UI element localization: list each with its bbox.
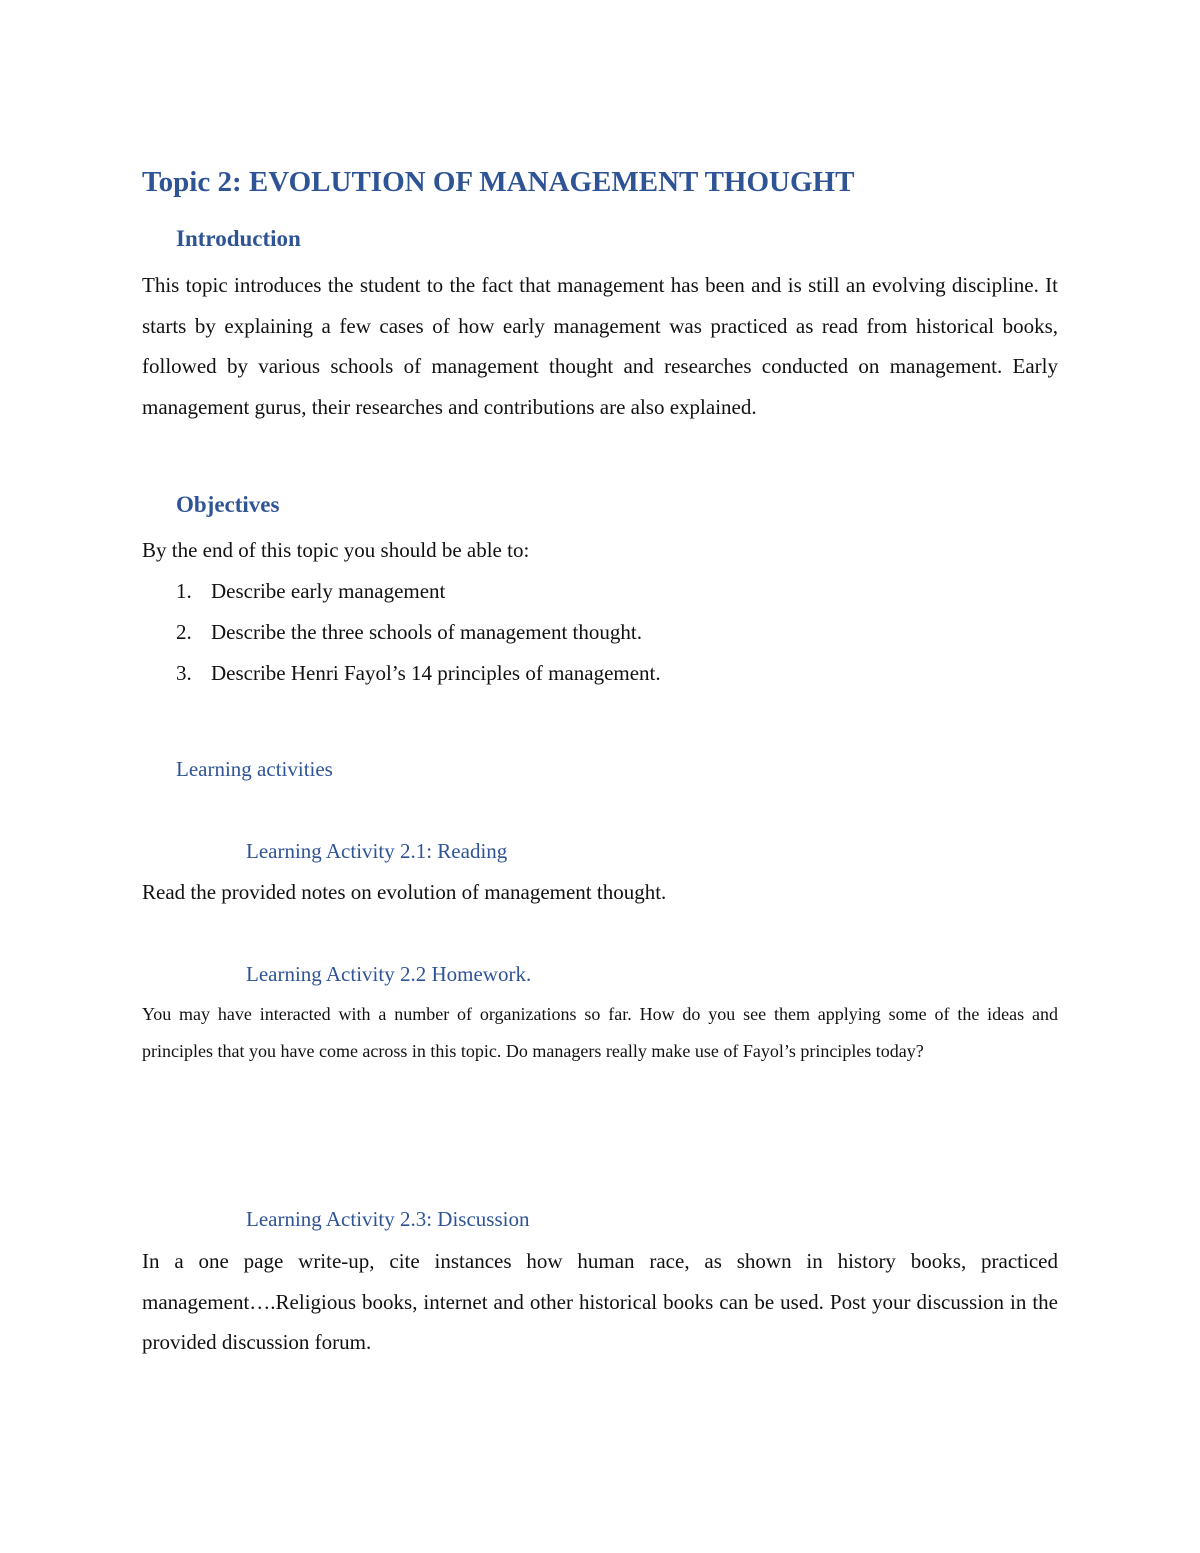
- list-item: [176, 612, 661, 653]
- activity-heading-2-2: Learning Activity 2.2 Homework.: [246, 962, 532, 986]
- objectives-lead: By the end of this topic you should be able to:: [142, 538, 530, 562]
- introduction-heading: Introduction: [176, 226, 301, 251]
- list-number: 1.: [176, 579, 192, 603]
- objectives-list: [176, 571, 661, 694]
- activity-body-2-3: In a one page write-up, cite instances how human race, as shown in history books, practiced management….Religious books, internet and other historical books can be used. Post your discussion in the provided discussion forum.: [142, 1249, 1058, 1354]
- page-title: Topic 2: EVOLUTION OF MANAGEMENT THOUGHT: [142, 166, 855, 198]
- introduction-paragraph: This topic introduces the student to the fact that management has been and is still an evolving discipline. It starts by explaining a few cases of how early management was practiced as read from historical books, followed by various schools of management thought and researches conducted on management. Early management gurus, their researches and contributions are also explained.: [142, 273, 1058, 419]
- activity-heading-2-3: Learning Activity 2.3: Discussion: [246, 1207, 530, 1231]
- list-number: 2.: [176, 620, 192, 644]
- activity-body-2-2: You may have interacted with a number of organizations so far. How do you see them applying some of the ideas and principles that you have come across in this topic. Do managers really make use of Fayol’s principles today?: [142, 1004, 1058, 1061]
- activity-heading-2-1: Learning Activity 2.1: Reading: [246, 839, 508, 863]
- learning-activities-heading: Learning activities: [176, 757, 333, 781]
- list-item-text: Describe Henri Fayol’s 14 principles of management.: [211, 661, 661, 685]
- objectives-heading: Objectives: [176, 492, 280, 517]
- list-item: [176, 571, 661, 612]
- list-item-text: Describe early management: [211, 579, 446, 603]
- list-item-text: Describe the three schools of management thought.: [211, 620, 642, 644]
- activity-body-2-1: Read the provided notes on evolution of management thought.: [142, 880, 667, 904]
- list-number: 3.: [176, 661, 192, 685]
- list-item: [176, 653, 661, 694]
